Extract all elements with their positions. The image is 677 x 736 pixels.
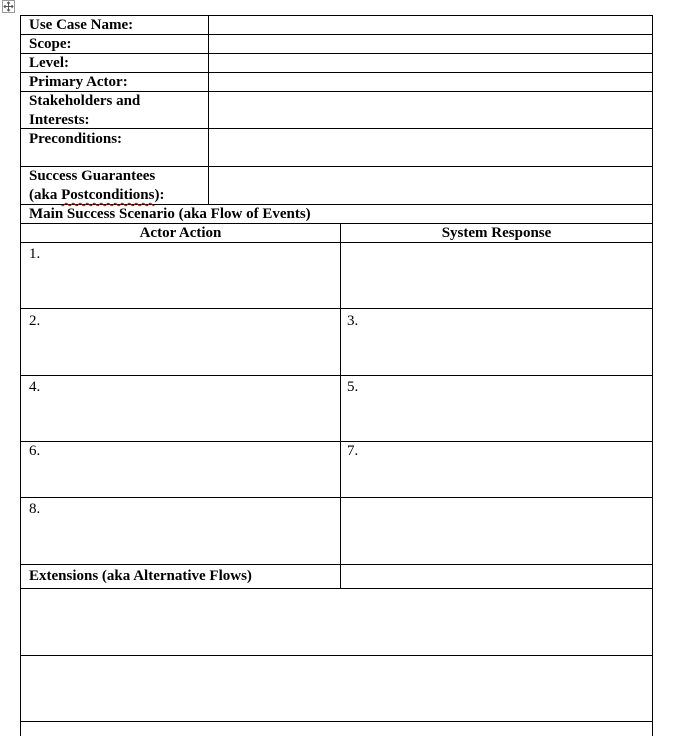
actor-step-cell[interactable] xyxy=(21,498,340,564)
aka-prefix: (aka xyxy=(29,187,62,203)
use-case-name-label: Use Case Name: xyxy=(29,17,134,33)
system-response-header: System Response xyxy=(441,225,552,241)
actor-step-cell[interactable] xyxy=(21,376,340,441)
four-arrow-move-icon xyxy=(3,1,14,12)
success-guarantees-label-line1: Success Guarantees xyxy=(29,168,156,184)
primary-actor-label: Primary Actor: xyxy=(29,74,128,90)
preconditions-value[interactable] xyxy=(209,129,652,166)
system-step-number: 5. xyxy=(347,379,359,395)
aka-suffix: ): xyxy=(154,187,165,203)
main-scenario-title: Main Success Scenario (aka Flow of Events) xyxy=(29,206,311,222)
table-move-handle-icon[interactable] xyxy=(2,0,15,13)
extension-row[interactable] xyxy=(21,656,652,721)
stakeholders-label-line2: Interests: xyxy=(29,112,90,128)
level-label: Level: xyxy=(29,55,69,71)
actor-step-number: 4. xyxy=(29,379,41,395)
system-step-cell[interactable] xyxy=(341,309,652,375)
actor-step-number: 8. xyxy=(29,501,41,517)
preconditions-label: Preconditions: xyxy=(29,131,123,147)
stakeholders-label-line1: Stakeholders and xyxy=(29,93,141,109)
extensions-header-empty-cell[interactable] xyxy=(341,565,652,588)
system-step-cell[interactable] xyxy=(341,442,652,497)
system-step-number: 3. xyxy=(347,313,359,329)
scope-label: Scope: xyxy=(29,36,72,52)
primary-actor-value[interactable] xyxy=(209,73,652,91)
actor-step-number: 2. xyxy=(29,313,41,329)
row-line xyxy=(20,721,653,722)
extension-row[interactable] xyxy=(21,589,652,655)
level-value[interactable] xyxy=(209,54,652,72)
scope-value[interactable] xyxy=(209,35,652,53)
system-step-number: 7. xyxy=(347,443,359,459)
system-step-cell[interactable] xyxy=(341,376,652,441)
actor-step-number: 6. xyxy=(29,443,41,459)
system-step-cell[interactable] xyxy=(341,243,652,308)
stakeholders-value[interactable] xyxy=(209,92,652,128)
use-case-name-value[interactable] xyxy=(209,16,652,34)
extensions-title: Extensions (aka Alternative Flows) xyxy=(29,568,252,584)
actor-step-cell[interactable] xyxy=(21,309,340,375)
success-guarantees-label-line2 xyxy=(29,186,164,205)
actor-step-cell[interactable] xyxy=(21,442,340,497)
actor-step-number: 1. xyxy=(29,246,41,262)
success-guarantees-value[interactable] xyxy=(209,167,652,204)
system-step-cell[interactable] xyxy=(341,498,652,564)
actor-action-header: Actor Action xyxy=(139,225,222,241)
actor-step-cell[interactable] xyxy=(21,243,340,308)
postconditions-word: Postconditions xyxy=(61,187,155,203)
